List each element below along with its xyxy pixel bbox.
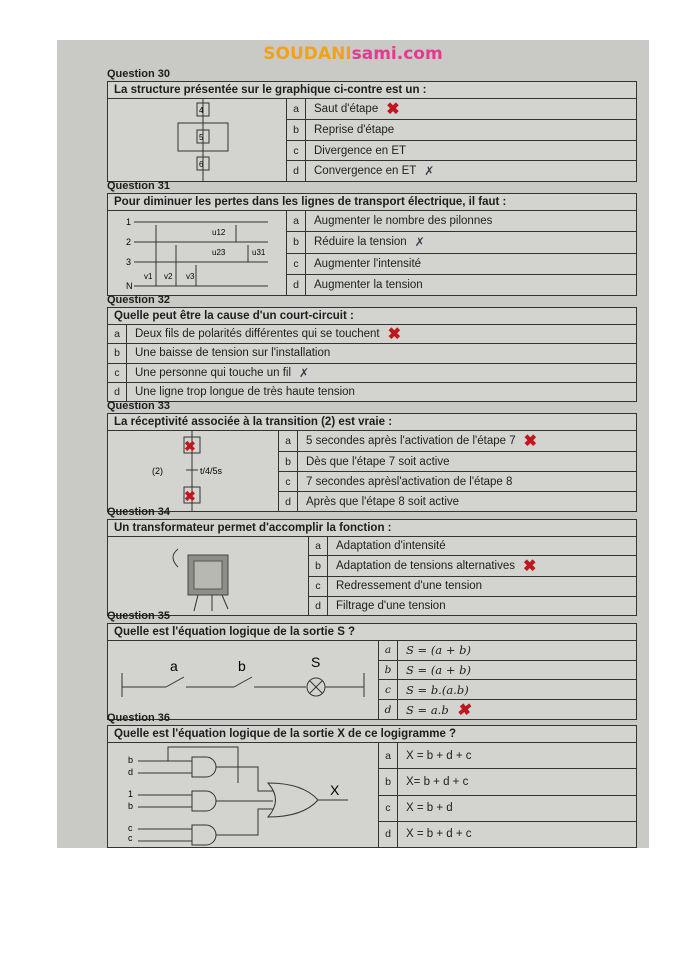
option-d[interactable]: d Filtrage d'une tension — [309, 597, 636, 615]
option-a[interactable]: a X = b + d + c — [379, 743, 636, 769]
option-b[interactable]: b Reprise d'étape — [287, 120, 636, 141]
options-list — [279, 431, 636, 511]
question-title: Quelle est l'équation logique de la sortie X de ce logigramme ? — [108, 726, 636, 743]
svg-text:c: c — [128, 823, 133, 833]
svg-text:S: S — [311, 654, 321, 670]
svg-text:1: 1 — [126, 217, 132, 227]
option-a[interactable]: a S = (a + b) — [379, 641, 636, 661]
answer-cross-mark: ✖ — [386, 101, 400, 118]
option-d[interactable]: d Après que l'étape 8 soit active — [279, 492, 636, 511]
svg-text:2: 2 — [126, 237, 132, 247]
svg-text:✖: ✖ — [184, 438, 196, 454]
question-title: La structure présentée sur le graphique ci-contre est un : — [108, 82, 636, 99]
three-phase-diagram — [108, 211, 286, 295]
grafcet-figure — [108, 99, 287, 181]
question-31 — [107, 180, 637, 296]
svg-text:N: N — [126, 281, 133, 291]
option-c[interactable]: c Une personne qui touche un fil ✗ — [108, 364, 636, 383]
svg-text:(2): (2) — [152, 466, 163, 476]
option-c[interactable]: c Redressement d'une tension — [309, 577, 636, 596]
svg-text:b: b — [128, 755, 134, 765]
answer-cross-mark: ✖ — [523, 558, 537, 576]
option-a[interactable]: a Augmenter le nombre des pilonnes — [287, 211, 636, 232]
svg-text:u23: u23 — [212, 248, 226, 257]
svg-text:X: X — [330, 782, 340, 798]
option-b[interactable]: b S = (a + b) — [379, 661, 636, 681]
step-label: 4 — [199, 106, 204, 115]
svg-text:b: b — [238, 658, 246, 674]
question-label: Question 36 — [107, 712, 170, 724]
option-a[interactable]: a Deux fils de polarités différentes qui se touchent ✖ — [108, 325, 636, 344]
transition-figure — [108, 431, 279, 511]
svg-text:c: c — [128, 833, 133, 843]
three-phase-figure — [108, 211, 287, 295]
option-c[interactable]: c X = b + d — [379, 796, 636, 822]
options-list — [108, 325, 636, 401]
svg-text:d: d — [128, 767, 134, 777]
option-a[interactable]: a Adaptation d'intensité — [309, 537, 636, 556]
exam-sheet — [57, 40, 649, 848]
question-label: Question 32 — [107, 294, 170, 306]
question-title: Un transformateur permet d'accomplir la fonction : — [108, 520, 636, 537]
options-list — [287, 211, 636, 295]
svg-text:3: 3 — [126, 257, 132, 267]
answer-cross-mark: ✖ — [523, 433, 538, 450]
options-list — [309, 537, 636, 615]
step-label: 6 — [199, 160, 204, 169]
grafcet-diagram — [108, 99, 286, 181]
option-d[interactable]: d Augmenter la tension — [287, 275, 636, 295]
option-b[interactable]: b Réduire la tension ✗ — [287, 232, 636, 253]
option-a[interactable]: a 5 secondes après l'activation de l'étape 7 ✖ — [279, 431, 636, 452]
option-b[interactable]: b X= b + d + c — [379, 769, 636, 795]
option-c[interactable]: c 7 secondes aprèsl'activation de l'étape 8 — [279, 472, 636, 492]
svg-text:t/4/5s: t/4/5s — [200, 466, 223, 476]
pen-mark: ✗ — [414, 235, 425, 250]
options-list — [287, 99, 636, 181]
logigram-diagram — [108, 743, 378, 847]
option-c[interactable]: c Divergence en ET — [287, 141, 636, 162]
answer-cross-mark: ✖ — [387, 326, 402, 344]
question-title: Quelle est l'équation logique de la sortie S ? — [108, 624, 636, 641]
circuit-figure — [108, 641, 379, 719]
svg-text:u12: u12 — [212, 228, 226, 237]
svg-text:✖: ✖ — [184, 488, 196, 504]
transformer-icon — [108, 537, 308, 615]
svg-text:v2: v2 — [164, 272, 173, 281]
question-36 — [107, 712, 637, 848]
svg-text:b: b — [128, 801, 134, 811]
question-title: Pour diminuer les pertes dans les lignes de transport électrique, il faut : — [108, 194, 636, 211]
svg-text:1: 1 — [128, 789, 134, 799]
option-a[interactable]: a Saut d'étape ✖ — [287, 99, 636, 120]
option-d[interactable]: d Convergence en ET ✗ — [287, 161, 636, 181]
options-list — [379, 641, 636, 719]
svg-text:u31: u31 — [252, 248, 266, 257]
question-32 — [107, 294, 637, 402]
question-title: Quelle peut être la cause d'un court-circuit : — [108, 308, 636, 325]
option-d[interactable]: d Une ligne trop longue de très haute tension — [108, 383, 636, 401]
step-label: 5 — [199, 133, 204, 142]
svg-text:v1: v1 — [144, 272, 153, 281]
question-34 — [107, 506, 637, 616]
question-label: Question 31 — [107, 180, 170, 192]
option-c[interactable]: c S = b.(a.b) — [379, 680, 636, 700]
watermark-logo: SOUDANIsami.com — [263, 44, 443, 64]
option-b[interactable]: b Une baisse de tension sur l'installation — [108, 344, 636, 363]
circuit-diagram — [108, 641, 378, 719]
option-d[interactable]: d X = b + d + c — [379, 822, 636, 847]
option-c[interactable]: c Augmenter l'intensité — [287, 254, 636, 275]
question-label: Question 35 — [107, 610, 170, 622]
svg-text:a: a — [170, 658, 178, 674]
question-33 — [107, 400, 637, 512]
pen-mark: ✗ — [299, 365, 310, 380]
option-b[interactable]: b Adaptation de tensions alternatives ✖ — [309, 556, 636, 577]
transition-diagram — [108, 431, 278, 511]
question-label: Question 30 — [107, 68, 170, 80]
question-title: La réceptivité associée à la transition (2) est vraie : — [108, 414, 636, 431]
pen-mark: ✗ — [424, 164, 435, 179]
option-d[interactable]: d S = a.b ✖ — [379, 700, 636, 719]
svg-text:v3: v3 — [186, 272, 195, 281]
transformer-photo — [108, 537, 309, 615]
logigram-figure — [108, 743, 379, 847]
question-30 — [107, 68, 637, 182]
options-list — [379, 743, 636, 847]
question-35 — [107, 610, 637, 720]
answer-cross-mark: ✖ — [456, 700, 471, 720]
option-b[interactable]: b Dès que l'étape 7 soit active — [279, 452, 636, 472]
question-label: Question 33 — [107, 400, 170, 412]
question-label: Question 34 — [107, 506, 170, 518]
